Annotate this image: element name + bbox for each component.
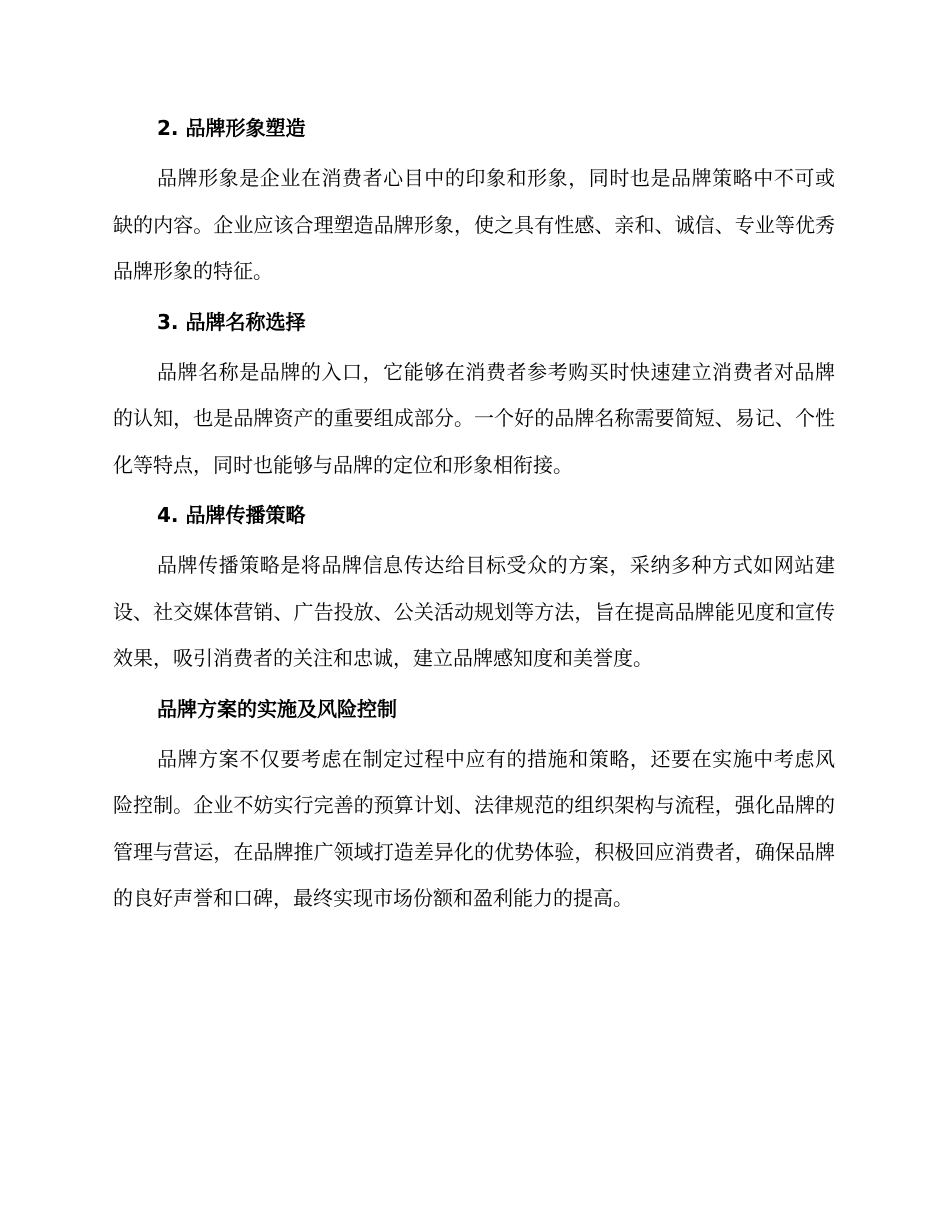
section-heading-brand-image: 2. 品牌形象塑造 <box>157 116 306 140</box>
section-paragraph-brand-communication: 品牌传播策略是将品牌信息传达给目标受众的方案，采纳多种方式如网站建设、社交媒体营销、广告投放、公关活动规划等方法，旨在提高品牌能见度和宣传效果，吸引消费者的关注和忠诚，建立品牌感知度和美誉度。 <box>113 553 835 670</box>
section-heading-implementation-risk: 品牌方案的实施及风险控制 <box>157 696 397 721</box>
section-paragraph-brand-image: 品牌形象是企业在消费者心目中的印象和形象，同时也是品牌策略中不可或缺的内容。企业应该合理塑造品牌形象，使之具有性感、亲和、诚信、专业等优秀品牌形象的特征。 <box>113 166 835 283</box>
section-paragraph-implementation-risk: 品牌方案不仅要考虑在制定过程中应有的措施和策略，还要在实施中考虑风险控制。企业不妨实行完善的预算计划、法律规范的组织架构与流程，强化品牌的管理与营运，在品牌推广领域打造差异化的优势体验，积极回应消费者，确保品牌的良好声誉和口碑，最终实现市场份额和盈利能力的提高。 <box>113 746 835 910</box>
document-page <box>113 105 835 926</box>
section-heading-brand-name: 3. 品牌名称选择 <box>157 309 306 334</box>
section-paragraph-brand-name: 品牌名称是品牌的入口，它能够在消费者参考购买时快速建立消费者对品牌的认知，也是品牌资产的重要组成部分。一个好的品牌名称需要简短、易记、个性化等特点，同时也能够与品牌的定位和形象相衔接。 <box>113 359 835 477</box>
section-heading-brand-communication: 4. 品牌传播策略 <box>157 503 306 527</box>
